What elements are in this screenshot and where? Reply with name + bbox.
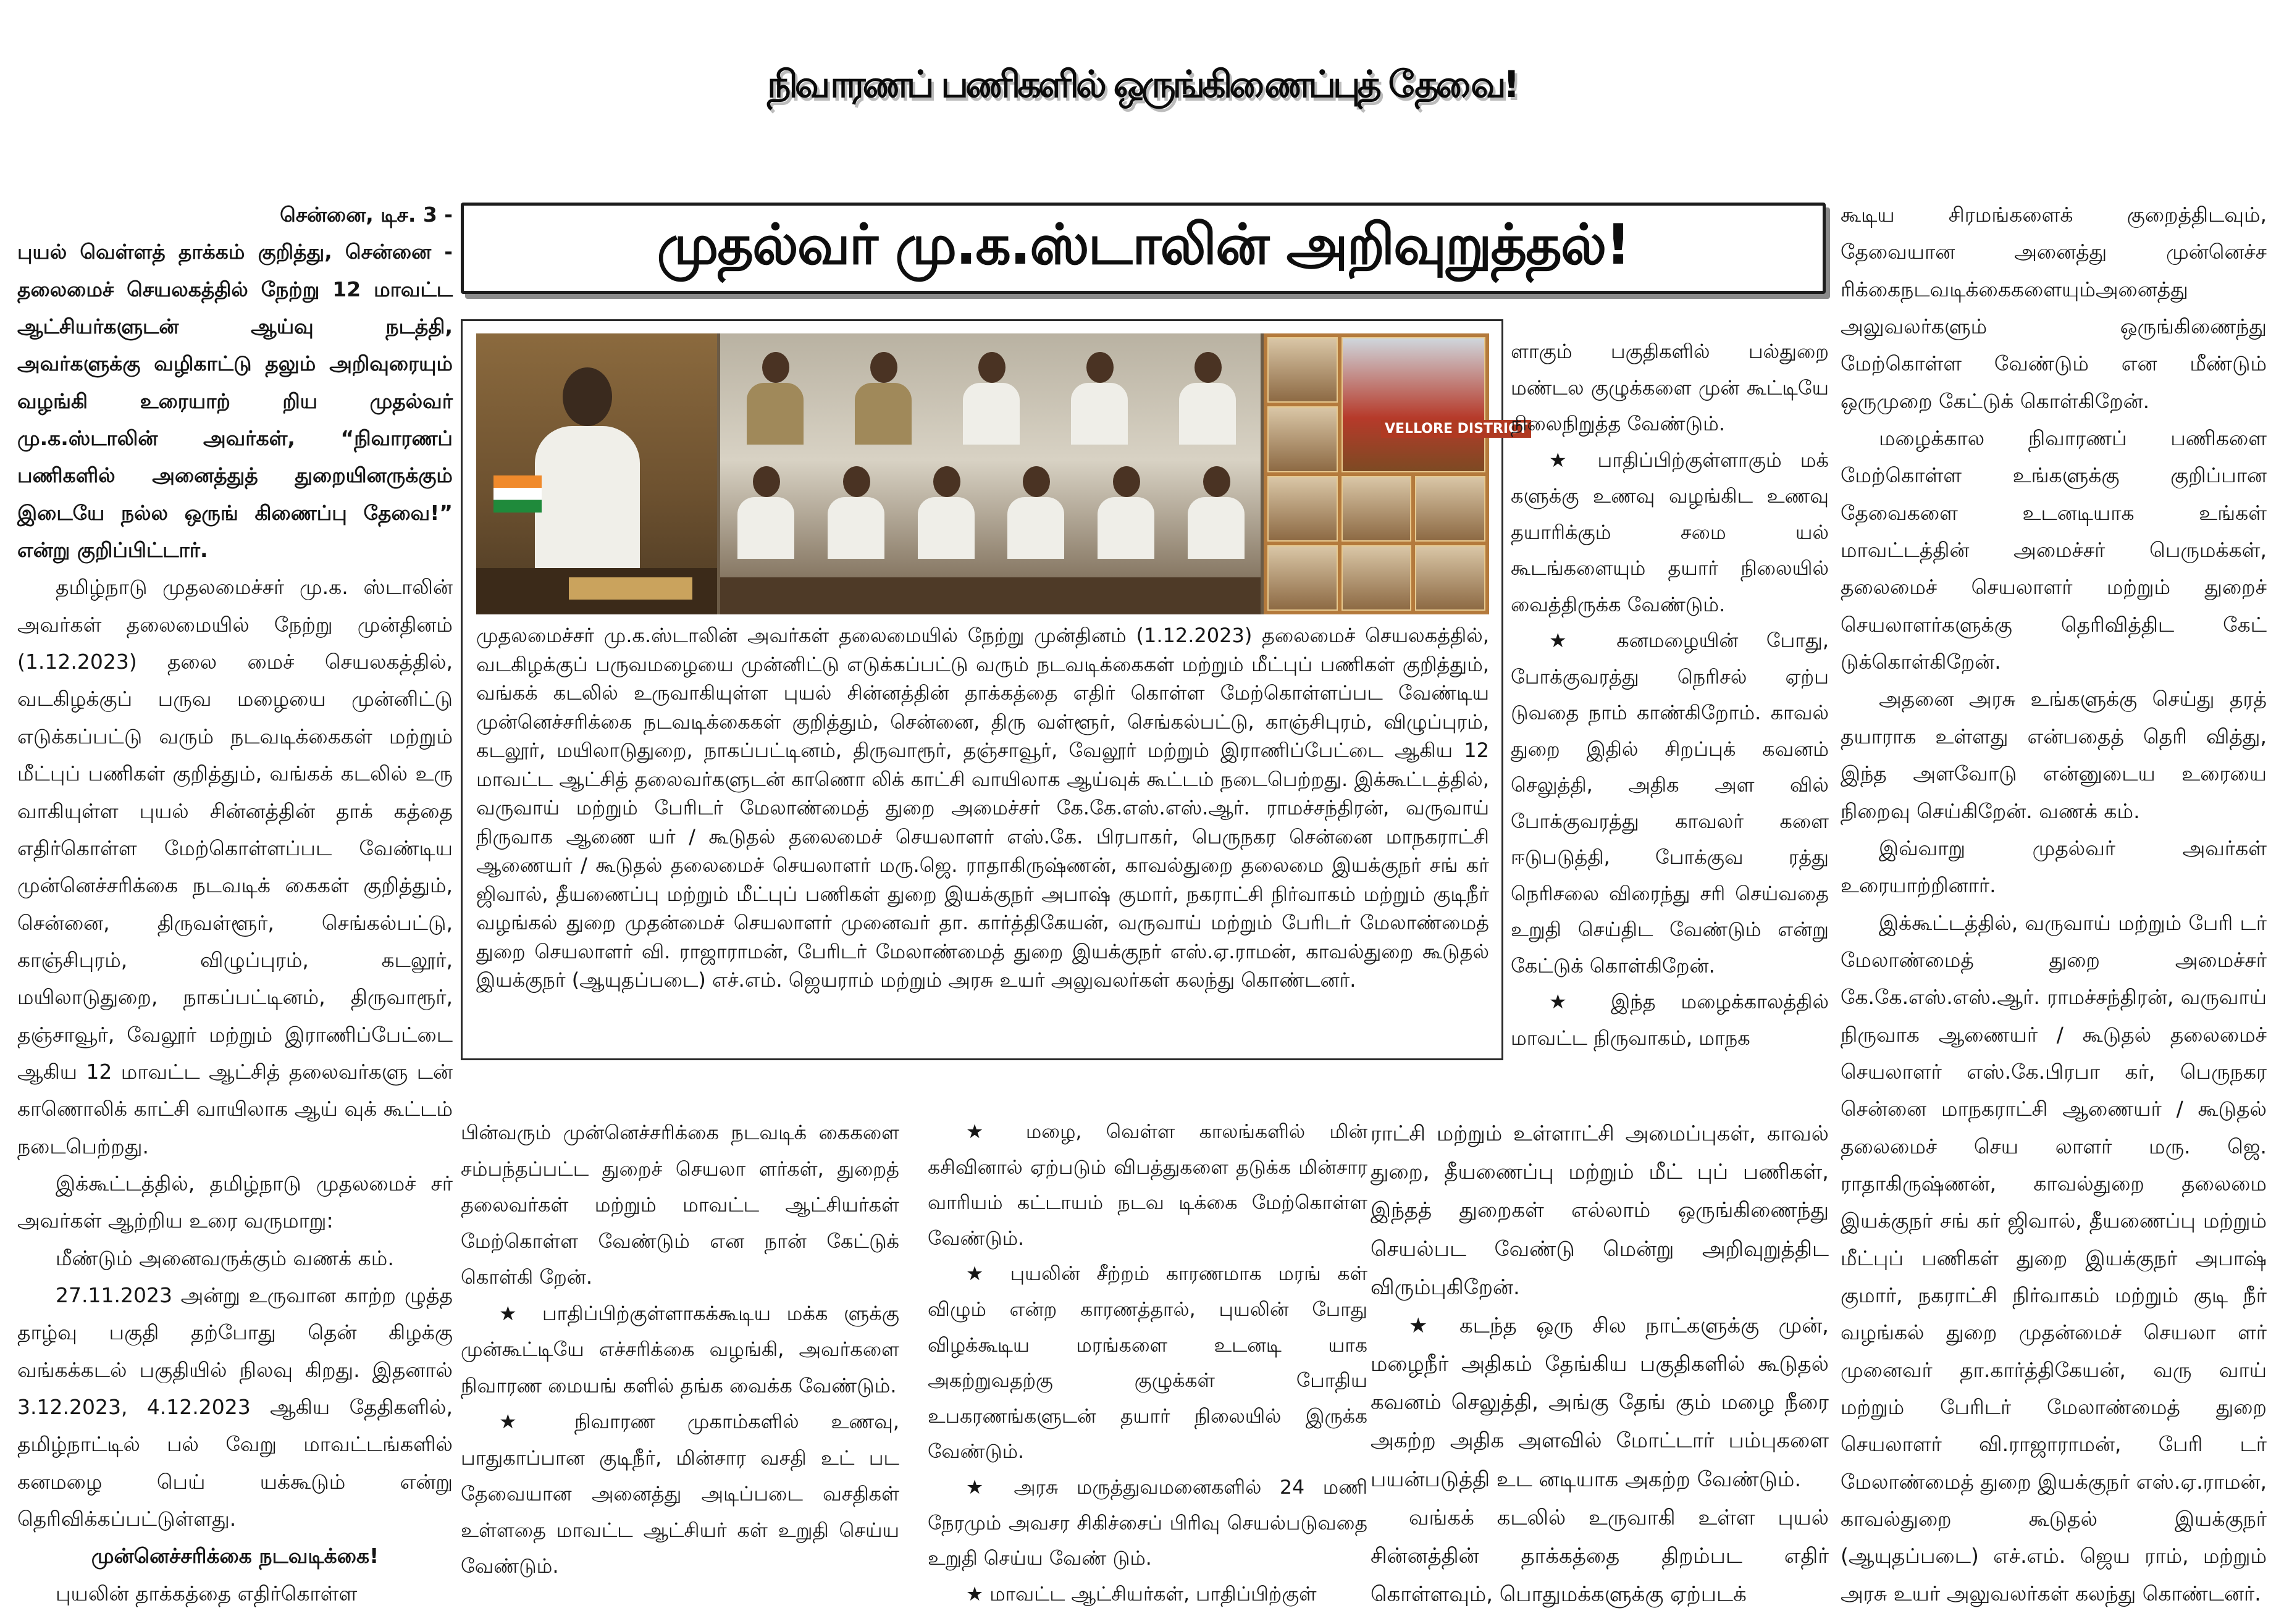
bullet-paragraph: ★ பாதிப்பிற்குள்ளாகக்கூடிய மக்க ளுக்கு முன்கூட்டியே எச்சரிக்கை வழங்கி, அவர்களை நிவாரண மையங் களில் தங்க வைக்க வேண்டும். (461, 1301, 899, 1397)
paragraph: இக்கூட்டத்தில், வருவாய் மற்றும் பேரி டர் மேலாண்மைத் துறை அமைச்சர் கே.கே.எஸ்.எஸ்.ஆர். ராமச்சந்திரன், வருவாய் நிருவாக ஆணையர் / கூடுதல் தலைமைச் செயலாளர் எஸ்.கே.பிரபா கர், பெருநகர சென்னை மாநகராட்சி ஆணையர் / கூடுதல் தலைமைச் செய லாளர் மரு. ஜெ. ராதாகிருஷ்ணன், காவல்துறை தலைமை இயக்குநர் சங் கர் ஜிவால், தீயணைப்பு மற்றும் மீட்புப் பணிகள் துறை இயக்குநர் அபாஷ் குமார், நகராட்சி நிர்வாகம் மற்றும் குடி நீர் வழங்கல் துறை முதன்மைச் செயலா ளர் முனைவர் தா.கார்த்திகேயன், வரு வாய் மற்றும் பேரிடர் மேலாண்மைத் துறை செயலாளர் வி.ராஜாராமன், பேரி டர் மேலாண்மைத் துறை இயக்குநர் எஸ்.ஏ.ராமன், காவல்துறை கூடுதல் இயக்குநர் (ஆயுதப்படை) எச்.எம். ஜெய ராம், மற்றும் அரசு உயர் அலுவலர்கள் கலந்து கொண்டனர். (1841, 910, 2267, 1605)
person-figure (744, 352, 805, 445)
subheadline-box (461, 203, 1826, 294)
person-figure (734, 466, 796, 559)
meeting-photo (476, 333, 1528, 614)
article-column-4 (1511, 333, 1829, 1056)
paragraph: ராட்சி மற்றும் உள்ளாட்சி அமைப்புகள், காவல் துறை, தீயணைப்பு மற்றும் மீட் புப் பணிகள், இந்தத் துறைகள் எல்லாம் ஒருங்கிணைந்து செயல்பட வேண்டு மென்று அறிவுறுத்திட விரும்புகிறேன். (1371, 1121, 1829, 1300)
bullet-paragraph: ★ இந்த மழைக்காலத்தில் மாவட்ட நிருவாகம், மாநக (1511, 990, 1829, 1050)
bullet-paragraph: ★ புயலின் சீற்றம் காரணமாக மரங் கள் விழும் என்ற காரணத்தால், புயலின் போது விழக்கூடிய மரங்களை உடனடி யாக அகற்றுவதற்கு குழுக்கள் போதிய உபகரணங்களுடன் தயார் நிலையில் இருக்க வேண்டும். (928, 1263, 1367, 1463)
dateline: சென்னை, டிச. 3 - (280, 203, 453, 227)
paragraph: 27.11.2023 அன்று உருவான காற்ற ழுத்த தாழ்வு பகுதி தற்போது தென் கிழக்கு வங்கக்கடல் பகுதியில் நிலவு கிறது. இதனால் 3.12.2023, 4.12.2023 ஆகிய தேதிகளில், தமிழ்நாட்டில் பல் வேறு மாவட்டங்களில் கனமழை பெய் யக்கூடும் என்று தெரிவிக்கப்பட்டுள்ளது. (17, 1283, 453, 1531)
person-figure (960, 352, 1022, 445)
person-figure (1068, 352, 1130, 445)
paragraph: கூடிய சிரமங்களைக் குறைத்திடவும், தேவையான அனைத்து முன்னெச்ச ரிக்கைநடவடிக்கைகளையும்அனைத்து அலுவலர்களும் ஒருங்கிணைந்து மேற்கொள்ள வேண்டும் என மீண்டும் ஒருமுறை கேட்டுக் கொள்கிறேன். (1841, 203, 2267, 413)
paragraph: அதனை அரசு உங்களுக்கு செய்து தரத் தயாராக உள்ளது என்பதைத் தெரி வித்து, இந்த அளவோடு என்னுடைய உரையை நிறைவு செய்கிறேன். வணக் கம். (1841, 687, 2267, 823)
paragraph: ளாகும் பகுதிகளில் பல்துறை மண்டல குழுக்களை முன் கூட்டியே நிலைநிறுத்த வேண்டும். (1511, 340, 1829, 436)
person-figure (1004, 466, 1066, 559)
chief-minister-photo (476, 333, 717, 614)
district-sign: VELLORE DISTRICT (1381, 420, 1531, 438)
article-lead: புயல் வெள்ளத் தாக்கம் குறித்து, சென்னை - தலைமைச் செயலகத்தில் நேற்று 12 மாவட்ட ஆட்சியர்களுடன் ஆய்வு நடத்தி, அவர்களுக்கு வழிகாட்டு தலும் அறிவுரையும் வழங்கி உரையாற் றிய முதல்வர் மு.க.ஸ்டாலின் அவர்கள், “நிவாரணப் பணிகளில் அனைத்துத் துறையினருக்கும் இடையே நல்ல ஒருங் கிணைப்பு தேவை!” என்று குறிப்பிட்டார். (17, 240, 453, 563)
person-figure (1176, 352, 1238, 445)
subheadline: முதல்வர் மு.க.ஸ்டாலின் அறிவுறுத்தல்! (657, 212, 1630, 277)
bullet-paragraph: ★ நிவாரண முகாம்களில் உணவு, பாதுகாப்பான குடிநீர், மின்சார வசதி உட் பட தேவையான அனைத்து அடிப்படை வசதிகள் உள்ளதை மாவட்ட ஆட்சியர் கள் உறுதி செய்ய வேண்டும். (461, 1410, 899, 1578)
article-column-1 (17, 196, 453, 1612)
article-column-3 (928, 1115, 1367, 1612)
bullet-paragraph: ★ அரசு மருத்துவமனைகளில் 24 மணி நேரமும் அவசர சிகிச்சைப் பிரிவு செயல்படுவதை உறுதி செய்ய வேண் டும். (928, 1476, 1367, 1570)
person-figure (1185, 466, 1246, 559)
video-conference-screen (1264, 333, 1528, 614)
paragraph: இவ்வாறு முதல்வர் அவர்கள் உரையாற்றினார். (1841, 835, 2267, 898)
headline: நிவாரணப் பணிகளில் ஒருங்கிணைப்புத் தேவை! (767, 63, 1517, 106)
person-figure (915, 466, 976, 559)
bullet-paragraph: ★ மாவட்ட ஆட்சியர்கள், பாதிப்பிற்குள் (966, 1583, 1317, 1605)
photo-caption: முதலமைச்சர் மு.க.ஸ்டாலின் அவர்கள் தலைமையில் நேற்று முன்தினம் (1.12.2023) தலைமைச் செயலகத்தில், வடகிழக்குப் பருவமழையை முன்னிட்டு எடுக்கப்பட்டு வரும் நடவடிக்கைகள் மற்றும் மீட்புப் பணிகள் குறித்தும், வங்கக் கடலில் உருவாகியுள்ள புயல் சின்னத்தின் தாக்கத்தை எதிர் கொள்ள மேற்கொள்ளப்பட வேண்டிய முன்னெச்சரிக்கை நடவடிக்கைகள் குறித்தும், சென்னை, திரு வள்ளூர், செங்கல்பட்டு, காஞ்சிபுரம், விழுப்புரம், கடலூர், மயிலாடுதுறை, நாகப்பட்டினம், திருவாரூர், தஞ்சாவூர், வேலூர் மற்றும் இராணிப்பேட்டை ஆகிய 12 மாவட்ட ஆட்சித் தலைவர்களுடன் காணொ லிக் காட்சி வாயிலாக ஆய்வுக் கூட்டம் நடைபெற்றது. இக்கூட்டத்தில், வருவாய் மற்றும் பேரிடர் மேலாண்மைத் துறை அமைச்சர் கே.கே.எஸ்.எஸ்.ஆர். ராமச்சந்திரன், வருவாய் நிருவாக ஆணை யர் / கூடுதல் தலைமைச் செயலாளர் எஸ்.கே. பிரபாகர், பெருநகர சென்னை மாநகராட்சி ஆணையர் / கூடுதல் தலைமைச் செயலாளர் மரு.ஜெ. ராதாகிருஷ்ணன், காவல்துறை தலைமை இயக்குநர் சங் கர் ஜிவால், தீயணைப்பு மற்றும் மீட்புப் பணிகள் துறை இயக்குநர் அபாஷ் குமார், நகராட்சி நிர்வாகம் மற்றும் குடிநீர் வழங்கல் துறை முதன்மைச் செயலாளர் முனைவர் தா. கார்த்திகேயன், வருவாய் மற்றும் பேரிடர் மேலாண்மைத் துறை செயலாளர் வி. ராஜாராமன், பேரிடர் மேலாண்மைத் துறை இயக்குநர் எஸ்.ஏ.ராமன், காவல்துறை கூடுதல் இயக்குநர் (ஆயுதப்படை) எச்.எம். ஜெயராம் மற்றும் அரசு உயர் அலுவலர்கள் கலந்து கொண்டனர். (476, 624, 1490, 992)
article-column-2 (461, 1115, 899, 1584)
paragraph: பின்வரும் முன்னெச்சரிக்கை நடவடிக் கைகளை சம்பந்தப்பட்ட துறைச் செயலா ளர்கள், துறைத் தலைவர்கள் மற்றும் மாவட்ட ஆட்சியர்கள் மேற்கொள்ள வேண்டும் என நான் கேட்டுக் கொள்கி றேன். (461, 1121, 899, 1289)
bullet-paragraph: ★ கடந்த ஒரு சில நாட்களுக்கு முன், மழைநீர் அதிகம் தேங்கிய பகுதிகளில் கூடுதல் கவனம் செலுத்தி, அங்கு தேங் கும் மழை நீரை அகற்ற அதிக அளவில் மோட்டார் பம்புகளை பயன்படுத்தி உட னடியாக அகற்ற வேண்டும். (1371, 1313, 1829, 1492)
flag-icon (493, 475, 542, 513)
section-subhead: முன்னெச்சரிக்கை நடவடிக்கை! (91, 1544, 379, 1568)
paragraph: புயலின் தாக்கத்தை எதிர்கொள்ள (56, 1581, 358, 1605)
nameplate (569, 577, 692, 600)
person-figure (1094, 466, 1156, 559)
paragraph: மீண்டும் அனைவருக்கும் வணக் கம். (56, 1245, 394, 1270)
paragraph: வங்கக் கடலில் உருவாகி உள்ள புயல் சின்னத்தின் தாக்கத்தை திறம்பட எதிர் கொள்ளவும், பொதுமக்களுக்கு ஏற்படக் (1371, 1505, 1829, 1607)
paragraph: தமிழ்நாடு முதலமைச்சர் மு.க. ஸ்டாலின் அவர்கள் தலைமையில் நேற்று முன்தினம் (1.12.2023) தலை மைச் செயலகத்தில், வடகிழக்குப் பருவ மழையை முன்னிட்டு எடுக்கப்பட்டு வரும் நடவடிக்கைகள் மற்றும் மீட்புப் பணிகள் குறித்தும், வங்கக் கடலில் உரு வாகியுள்ள புயல் சின்னத்தின் தாக் கத்தை எதிர்கொள்ள மேற்கொள்ளப்பட வேண்டிய முன்னெச்சரிக்கை நடவடிக் கைகள் குறித்தும், சென்னை, திருவள்ளூர், செங்கல்பட்டு, காஞ்சிபுரம், விழுப்புரம், கடலூர், மயிலாடுதுறை, நாகப்பட்டினம், திருவாரூர், தஞ்சாவூர், வேலூர் மற்றும் இராணிப்பேட்டை ஆகிய 12 மாவட்ட ஆட்சித் தலைவர்களு டன் காணொலிக் காட்சி வாயிலாக ஆய் வுக் கூட்டம் நடைபெற்றது. (17, 575, 453, 1158)
person-figure (825, 466, 886, 559)
photo-with-caption (461, 319, 1528, 1060)
bullet-paragraph: ★ மழை, வெள்ள காலங்களில் மின் கசிவினால் ஏற்படும் விபத்துகளை தடுக்க மின்சார வாரியம் கட்டாயம் நடவ டிக்கை மேற்கொள்ள வேண்டும். (928, 1121, 1367, 1250)
bullet-paragraph: ★ கனமழையின் போது, போக்குவரத்து நெரிசல் ஏற்ப டுவதை நாம் காண்கிறோம். காவல் துறை இதில் சிறப்புக் கவனம் செலுத்தி, அதிக அள வில் போக்குவரத்து காவலர் களை ஈடுபடுத்தி, போக்குவ ரத்து நெரிசலை விரைந்து சரி செய்வதை உறுதி செய்திட வேண்டும் என்று கேட்டுக் கொள்கிறேன். (1511, 629, 1829, 977)
paragraph: மழைக்கால நிவாரணப் பணிகளை மேற்கொள்ள உங்களுக்கு குறிப்பான தேவைகளை உடனடியாக உங்கள் மாவட்டத்தின் அமைச்சர் பெருமக்கள், தலைமைச் செயலாளர் மற்றும் துறைச் செயலாளர்களுக்கு தெரிவித்திட கேட் டுக்கொள்கிறேன். (1841, 426, 2267, 674)
officials-photo (720, 333, 1261, 614)
paragraph: இக்கூட்டத்தில், தமிழ்நாடு முதலமைச் சர் அவர்கள் ஆற்றிய உரை வருமாறு: (17, 1171, 453, 1233)
person-figure (852, 352, 913, 445)
article-column-4-lower (1371, 1115, 1829, 1614)
bullet-paragraph: ★ பாதிப்பிற்குள்ளாகும் மக் களுக்கு உணவு வழங்கிட உணவு தயாரிக்கும் சமை யல் கூடங்களையும் தயார் நிலையில் வைத்திருக்க வேண்டும். (1511, 448, 1829, 616)
article-column-5 (1841, 196, 2267, 1612)
